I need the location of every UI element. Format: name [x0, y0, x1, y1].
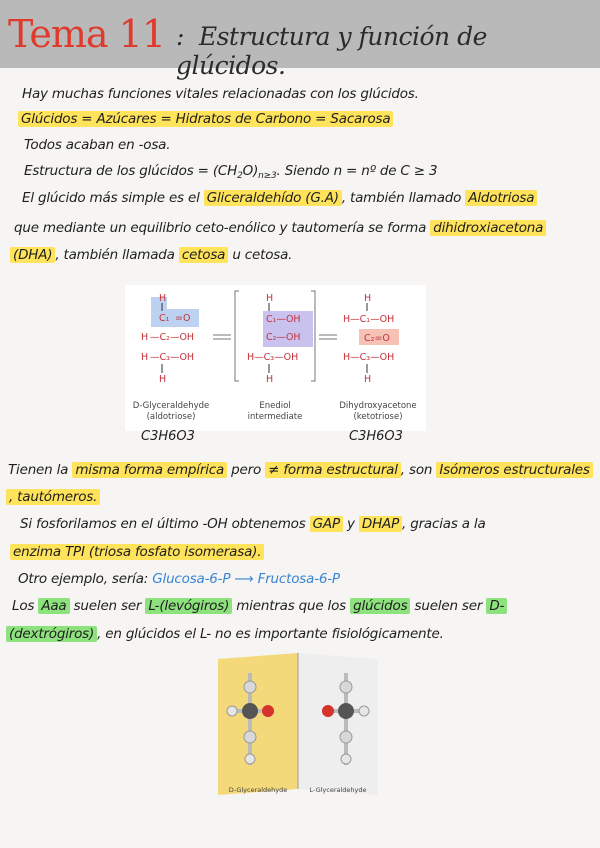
page-left — [218, 653, 298, 795]
mirror-models — [218, 653, 378, 798]
triose-isomerization-figure — [125, 285, 426, 431]
svg-text:—C₃—OH: —C₃—OH — [150, 352, 195, 363]
svg-text:H—C₃—OH: H—C₃—OH — [247, 352, 299, 363]
caption-glyceraldehyde: D-Glyceraldehyde (aldotriose) — [132, 401, 210, 422]
title-banner — [0, 0, 600, 80]
svg-text:H—C₃—OH: H—C₃—OH — [343, 352, 395, 363]
caption-dihydroxyacetone: Dihydroxyacetone (ketotriose) — [339, 401, 417, 422]
svg-text:H: H — [159, 374, 167, 385]
svg-text:C₁: C₁ — [159, 313, 170, 324]
svg-text:H: H — [141, 332, 149, 343]
isomers-line: Tienen la misma forma empírica pero ≠ forma estructural , son Isómeros estructurales — [8, 462, 593, 478]
svg-text:H: H — [364, 374, 372, 385]
simplest-glucid-line: El glúcido más simple es el Gliceraldehído (G.A) , también llamado Aldotriosa — [22, 190, 537, 206]
tautomers-line: , tautómeros. — [6, 489, 100, 505]
caption-enediol: Enediol intermediate — [247, 401, 303, 422]
structure-line: Estructura de los glúcidos = $(CH_2O)_{n\ge 3}$. Siendo n = nº de C ≥ 3 — [24, 163, 438, 181]
svg-text:C₁—OH: C₁—OH — [266, 314, 301, 325]
example-line: Otro ejemplo, sería: Glucosa-6-P ⟶ Fructosa-6-P — [18, 571, 340, 587]
dha-line: (DHA) , también llamada cetosa u cetosa. — [10, 247, 292, 263]
structure-formulas — [141, 293, 394, 385]
svg-text:H: H — [266, 293, 274, 304]
dextrorotatory-line: (dextrógiros) , en glúcidos el L- no es importante fisiológicamente. — [6, 626, 444, 642]
page-right — [298, 653, 378, 795]
svg-text:H: H — [159, 293, 167, 304]
chirality-line: Los Aaa suelen ser L-(levógiros) mientras que los glúcidos suelen ser D- — [12, 598, 507, 614]
svg-text:H: H — [364, 293, 372, 304]
title-main: Tema 11 — [8, 12, 166, 56]
intro-line: Hay muchas funciones vitales relacionadas con los glúcidos. — [22, 86, 419, 102]
svg-text:H: H — [266, 374, 274, 385]
suffix-line: Todos acaban en -osa. — [24, 137, 171, 153]
enzyme-line: enzima TPI (triosa fosfato isomerasa). — [10, 544, 264, 560]
phosphorylation-line: Si fosforilamos en el último -OH obtenemos GAP y DHAP , gracias a la — [20, 516, 486, 532]
formula-right: C3H6O3 — [349, 429, 403, 444]
caption-l-glyceraldehyde: L-Glyceraldehyde — [309, 786, 367, 794]
svg-text:C₂—OH: C₂—OH — [266, 332, 301, 343]
svg-text:=O: =O — [175, 313, 191, 324]
enantiomer-figure — [218, 653, 378, 798]
svg-text:H—C₁—OH: H—C₁—OH — [343, 314, 395, 325]
title-subtitle: : Estructura y función de glúcidos. — [176, 22, 487, 80]
svg-text:H: H — [141, 352, 149, 363]
svg-text:C₂=O: C₂=O — [364, 333, 390, 344]
formula-left: C3H6O3 — [141, 429, 195, 444]
synonyms-line: Glúcidos = Azúcares = Hidratos de Carbono = Sacarosa — [18, 111, 393, 127]
caption-d-glyceraldehyde: D-Glyceraldehyde — [228, 786, 288, 794]
equilibrium-line: que mediante un equilibrio ceto-enólico y tautomería se forma dihidroxiacetona — [14, 220, 546, 236]
svg-text:—C₂—OH: —C₂—OH — [150, 332, 195, 343]
